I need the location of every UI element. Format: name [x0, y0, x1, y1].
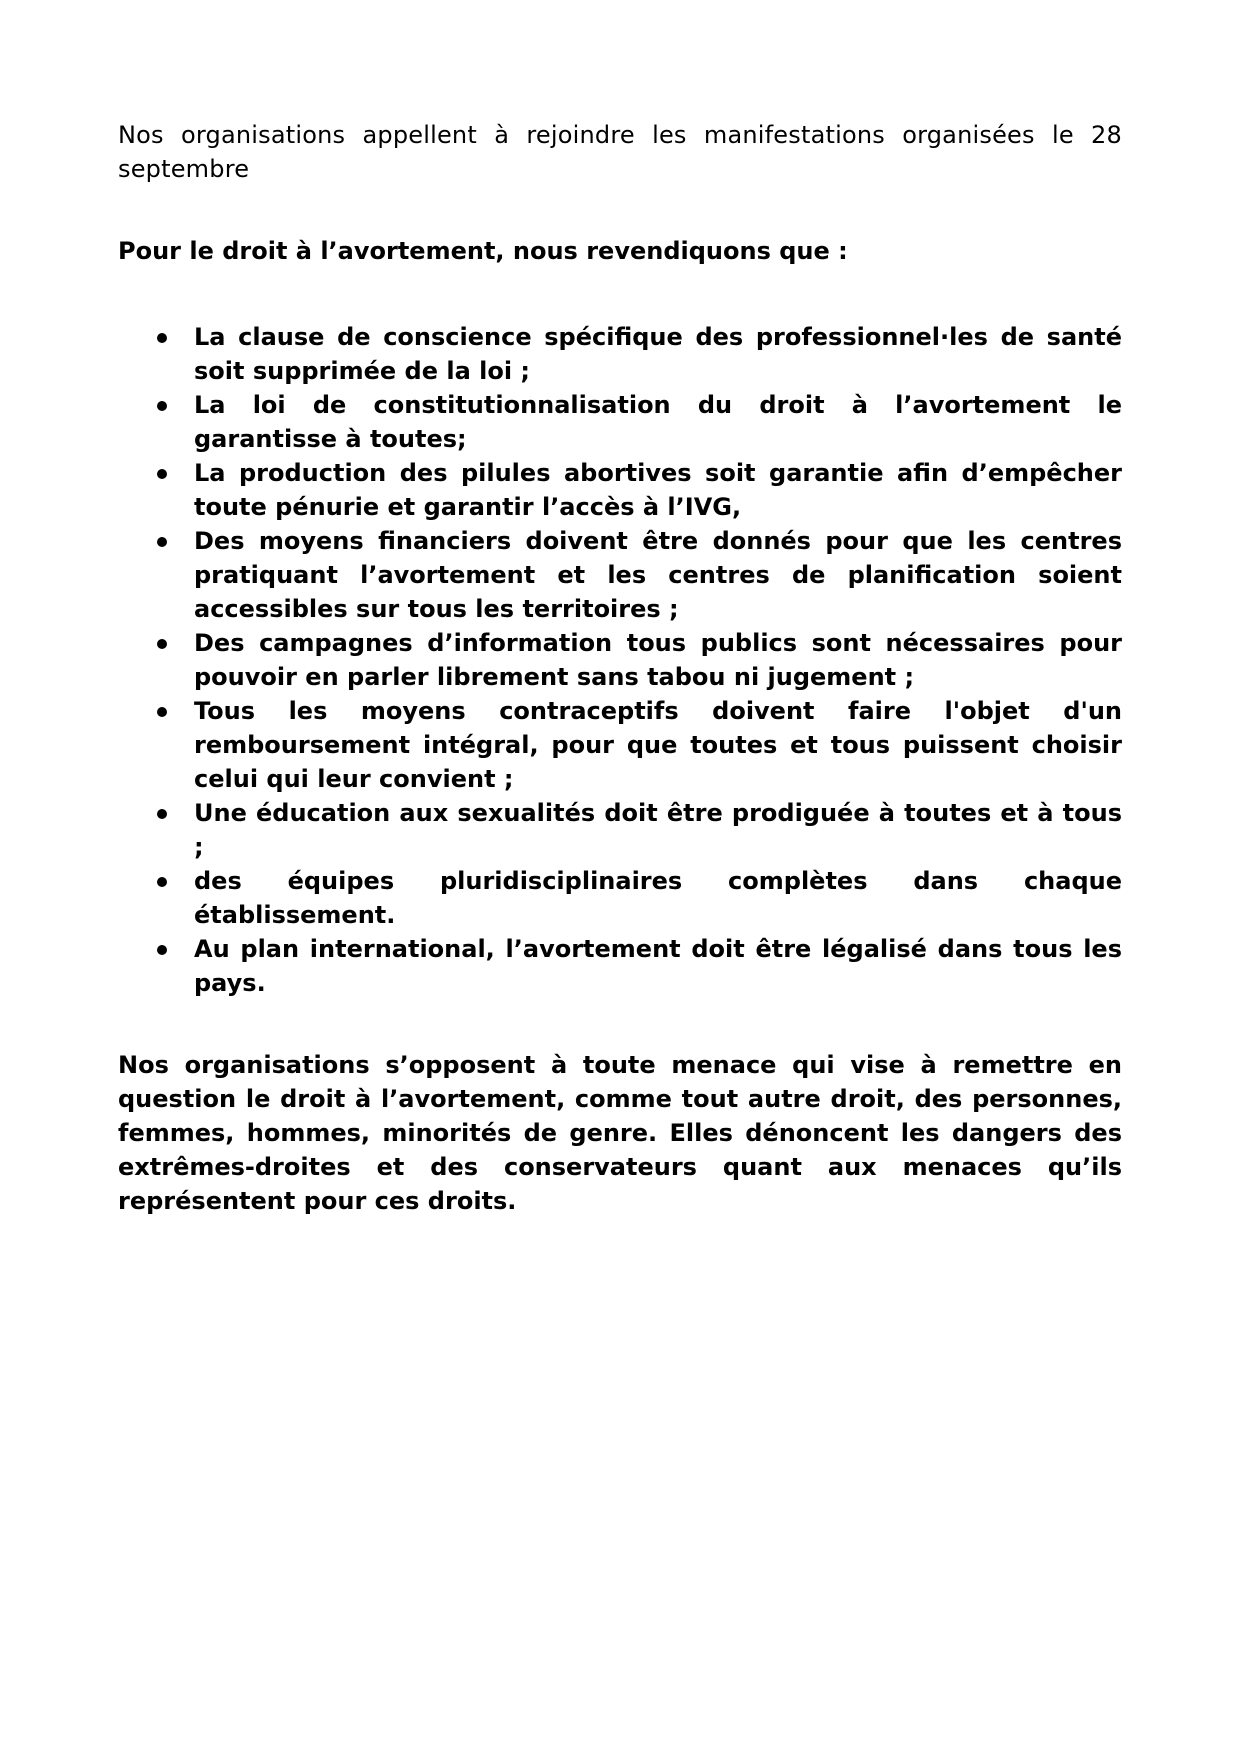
- demand-item: [118, 320, 1122, 388]
- demand-text: Une éducation aux sexualités doit être prodiguée à toutes et à tous ;: [194, 799, 1122, 861]
- demand-text: Tous les moyens contraceptifs doivent faire l'objet d'un remboursement intégral, pour que toutes et tous puissent choisir celui qui leur convient ;: [194, 697, 1122, 793]
- conclusion-paragraph: Nos organisations s’opposent à toute menace qui vise à remettre en question le droit à l’avortement, comme tout autre droit, des personnes, femmes, hommes, minorités de genre. Elles dénoncent les dangers des extrêmes-droites et des conservateurs quant aux menaces qu’ils représentent pour ces droits.: [118, 1051, 1122, 1215]
- bullet-icon: [157, 401, 167, 411]
- bullet-icon: [157, 707, 167, 717]
- bullet-icon: [157, 809, 167, 819]
- bullet-icon: [157, 945, 167, 955]
- demand-text: Des moyens financiers doivent être donnés pour que les centres pratiquant l’avortement et les centres de planification soient accessibles sur tous les territoires ;: [194, 527, 1122, 623]
- demand-item: [118, 932, 1122, 1000]
- demand-item: [118, 626, 1122, 694]
- demand-item: [118, 796, 1122, 864]
- demand-text: Au plan international, l’avortement doit être légalisé dans tous les pays.: [194, 935, 1122, 997]
- demand-item: [118, 864, 1122, 932]
- demand-text: La loi de constitutionnalisation du droit à l’avortement le garantisse à toutes;: [194, 391, 1122, 453]
- intro-paragraph: Nos organisations appellent à rejoindre les manifestations organisées le 28 septembre: [118, 121, 1122, 183]
- bullet-icon: [157, 877, 167, 887]
- demand-text: des équipes pluridisciplinaires complètes dans chaque établissement.: [194, 867, 1122, 929]
- demands-heading: Pour le droit à l’avortement, nous revendiquons que :: [118, 237, 848, 265]
- demand-text: La production des pilules abortives soit garantie afin d’empêcher toute pénurie et garantir l’accès à l’IVG,: [194, 459, 1122, 521]
- bullet-icon: [157, 537, 167, 547]
- demand-item: [118, 456, 1122, 524]
- demands-list: [118, 320, 1122, 1000]
- document-page: [118, 118, 1122, 1218]
- demand-text: La clause de conscience spécifique des professionnel·les de santé soit supprimée de la loi ;: [194, 323, 1122, 385]
- bullet-icon: [157, 639, 167, 649]
- bullet-icon: [157, 333, 167, 343]
- demand-item: [118, 524, 1122, 626]
- demand-item: [118, 694, 1122, 796]
- bullet-icon: [157, 469, 167, 479]
- demand-item: [118, 388, 1122, 456]
- demand-text: Des campagnes d’information tous publics sont nécessaires pour pouvoir en parler librement sans tabou ni jugement ;: [194, 629, 1122, 691]
